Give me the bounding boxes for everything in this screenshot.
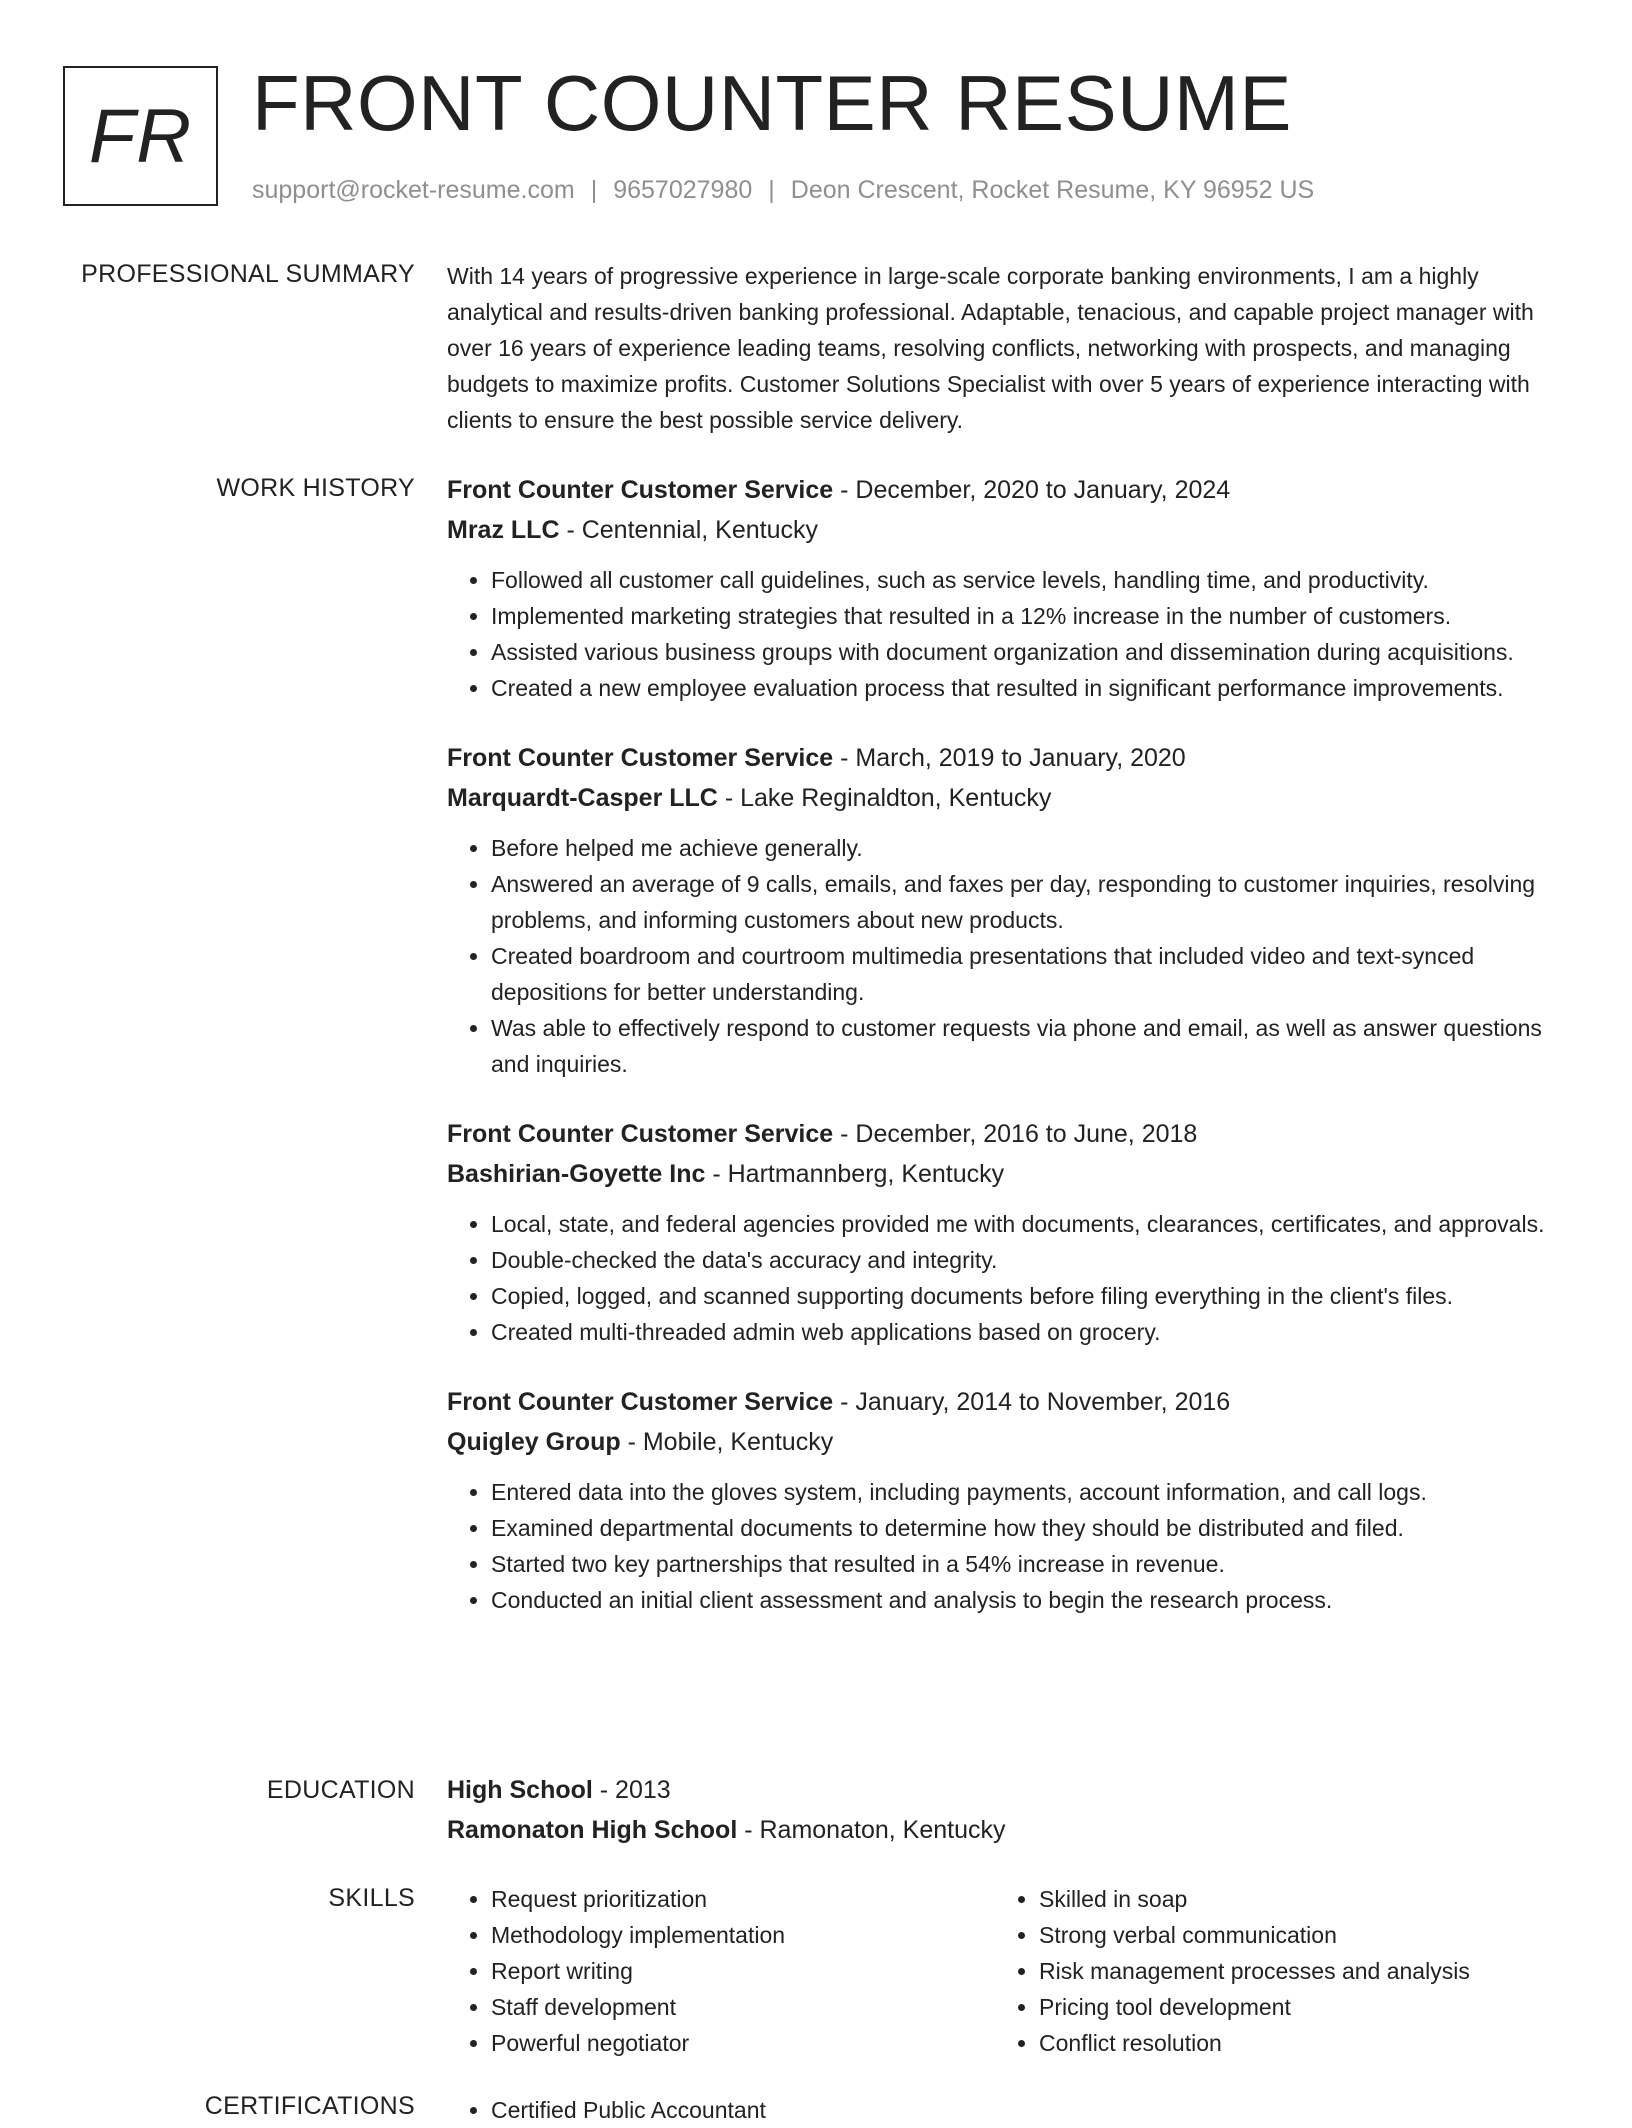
job-entry [447,1382,1567,1618]
education-school-line [447,1810,1567,1850]
job-title: Front Counter Customer Service [447,476,834,504]
list-item: • Certified Public Accountant [491,2092,1567,2128]
list-item: • Conducted an initial client assessment and analysis to begin the research process. [491,1582,1567,1618]
job-company: Quigley Group [447,1428,621,1456]
list-item: • Pricing tool development [1039,1989,1543,2025]
list-item: • Report writing [491,1953,995,1989]
work-history-section [447,470,1567,1618]
job-dates: - December, 2020 to January, 2024 [833,476,1231,504]
summary-text: With 14 years of progressive experience in large-scale corporate banking environments, I am a highly analytical and results-driven banking professional. Adaptable, tenacious, and capable project manager with over 16 years of experience leading teams, resolving conflicts, networking with prospects, and managing budgets to maximize profits. Customer Solutions Specialist with over 5 years of experience interacting with clients to ensure the best possible service delivery. [447,263,1534,433]
section-label-summary: PROFESSIONAL SUMMARY [81,260,415,288]
skills-column-left [447,1881,995,2061]
job-company-line [447,778,1567,818]
education-year: - 2013 [592,1776,671,1804]
job-dates: - December, 2016 to June, 2018 [833,1120,1198,1148]
list-item: • Methodology implementation [491,1917,995,1953]
section-label-work-history: WORK HISTORY [216,474,415,502]
list-item: • Risk management processes and analysis [1039,1953,1543,1989]
summary-section [447,258,1567,438]
job-company-line [447,510,1567,550]
job-bullets [447,562,1567,706]
list-item: • Copied, logged, and scanned supporting documents before filing everything in the client's files. [491,1278,1567,1314]
education-degree: High School [447,1776,593,1804]
section-label-skills: SKILLS [328,1884,415,1912]
list-item: • Powerful negotiator [491,2025,995,2061]
list-item: • Double-checked the data's accuracy and integrity. [491,1242,1567,1278]
section-label-certifications: CERTIFICATIONS [204,2092,415,2120]
skills-section [447,1881,1567,2061]
job-bullets [447,1474,1567,1618]
job-title-line [447,470,1567,510]
contact-separator: | [768,176,775,204]
contact-line [252,174,1314,206]
list-item: • Followed all customer call guidelines, such as service levels, handling time, and productivity. [491,562,1567,598]
list-item: • Staff development [491,1989,995,2025]
job-location: - Hartmannberg, Kentucky [705,1160,1005,1188]
job-location: - Lake Reginaldton, Kentucky [717,784,1052,812]
list-item: • Created a new employee evaluation process that resulted in significant performance improvements. [491,670,1567,706]
job-bullets [447,1206,1567,1350]
skills-columns [447,1881,1567,2061]
contact-email: support@rocket-resume.com [252,176,575,204]
list-item: • Before helped me achieve generally. [491,830,1567,866]
job-title-line [447,738,1567,778]
skills-list-right [995,1881,1543,2061]
job-location: - Centennial, Kentucky [559,516,818,544]
job-title: Front Counter Customer Service [447,1388,834,1416]
contact-address: Deon Crescent, Rocket Resume, KY 96952 US [790,176,1315,204]
education-section [447,1770,1567,1850]
list-item: • Examined departmental documents to determine how they should be distributed and filed. [491,1510,1567,1546]
job-bullets [447,830,1567,1082]
list-item: • Implemented marketing strategies that resulted in a 12% increase in the number of customers. [491,598,1567,634]
skills-list-left [447,1881,995,2061]
skills-column-right [995,1881,1543,2061]
job-dates: - March, 2019 to January, 2020 [833,744,1186,772]
job-location: - Mobile, Kentucky [620,1428,834,1456]
list-item: • Strong verbal communication [1039,1917,1543,1953]
contact-phone: 9657027980 [613,176,753,204]
job-company: Bashirian-Goyette Inc [447,1160,706,1188]
job-entry [447,1114,1567,1350]
list-item: • Created boardroom and courtroom multimedia presentations that included video and text-synced depositions for better understanding. [491,938,1567,1010]
list-item: • Skilled in soap [1039,1881,1543,1917]
list-item: • Created multi-threaded admin web applications based on grocery. [491,1314,1567,1350]
list-item: • Entered data into the gloves system, including payments, account information, and call logs. [491,1474,1567,1510]
education-school: Ramonaton High School [447,1816,738,1844]
job-title-line [447,1114,1567,1154]
list-item: • Request prioritization [491,1881,995,1917]
list-item: • Answered an average of 9 calls, emails, and faxes per day, responding to customer inquiries, resolving problems, and informing customers about new products. [491,866,1567,938]
certifications-list [447,2092,1567,2128]
job-entry [447,470,1567,706]
job-title: Front Counter Customer Service [447,1120,834,1148]
job-company: Marquardt-Casper LLC [447,784,718,812]
education-degree-line [447,1770,1567,1810]
list-item: • Was able to effectively respond to customer requests via phone and email, as well as answer questions and inquiries. [491,1010,1567,1082]
education-location: - Ramonaton, Kentucky [737,1816,1006,1844]
monogram-badge: FR [63,66,218,206]
job-company: Mraz LLC [447,516,560,544]
list-item: • Assisted various business groups with document organization and dissemination during acquisitions. [491,634,1567,670]
job-entry [447,738,1567,1082]
list-item: • Local, state, and federal agencies provided me with documents, clearances, certificates, and approvals. [491,1206,1567,1242]
job-title-line [447,1382,1567,1422]
job-company-line [447,1154,1567,1194]
contact-separator: | [590,176,598,204]
job-title: Front Counter Customer Service [447,744,834,772]
list-item: • Started two key partnerships that resulted in a 54% increase in revenue. [491,1546,1567,1582]
list-item: • Conflict resolution [1039,2025,1543,2061]
job-dates: - January, 2014 to November, 2016 [833,1388,1231,1416]
job-company-line [447,1422,1567,1462]
resume-title: FRONT COUNTER RESUME [252,59,1292,147]
certifications-section [447,2092,1567,2128]
section-label-education: EDUCATION [266,1776,415,1804]
